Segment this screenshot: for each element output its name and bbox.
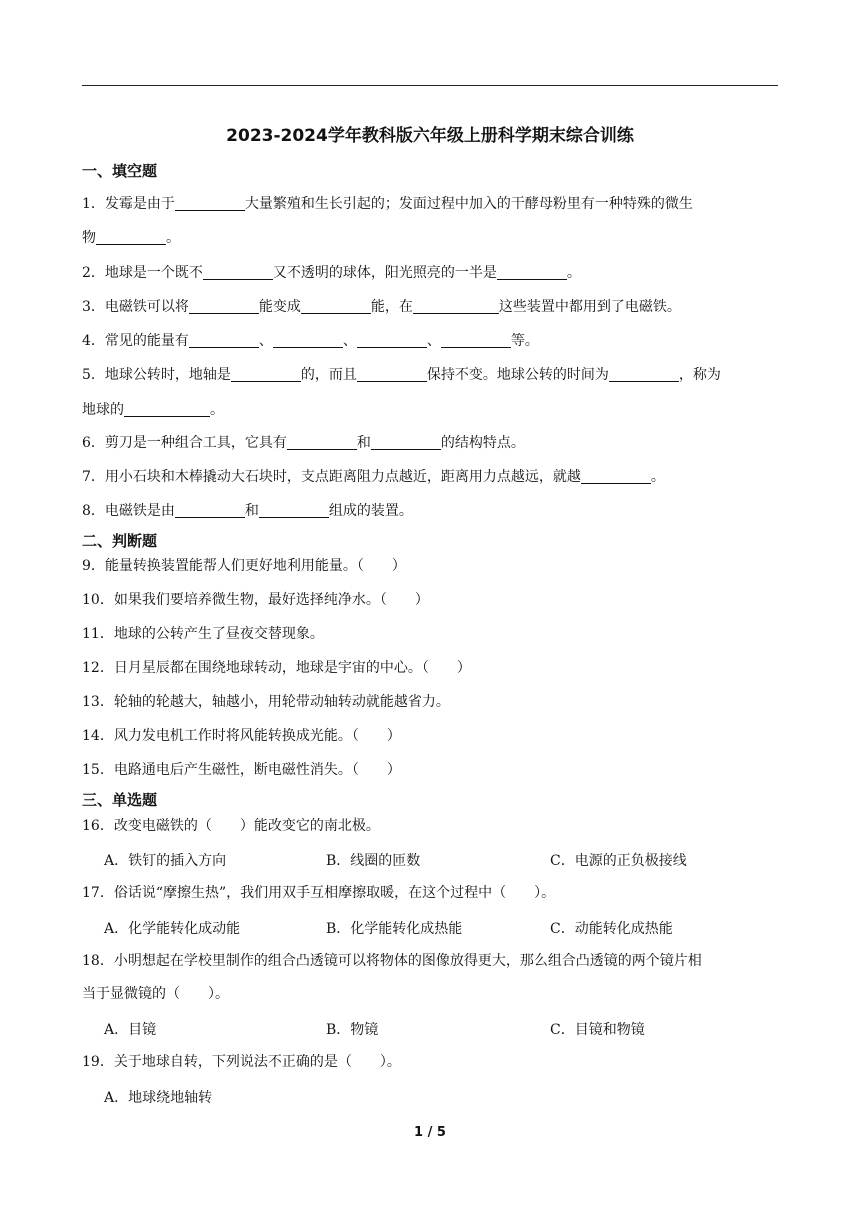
answer-blank[interactable] [609, 367, 679, 382]
option-c[interactable]: C．目镜和物镜 [550, 1022, 645, 1038]
question-9: 9．能量转换装置能帮人们更好地利用能量。（ ） [82, 558, 406, 574]
answer-blank[interactable] [259, 503, 329, 518]
answer-blank[interactable] [357, 333, 427, 348]
question-18-line-1: 18．小明想起在学校里制作的组合凸透镜可以将物体的图像放得更大，那么组合凸透镜的两个镜片相 [82, 953, 702, 969]
question-13: 13．轮轴的轮越大，轴越小，用轮带动轴转动就能越省力。 [82, 694, 450, 710]
page-number: 1 / 5 [414, 1125, 446, 1140]
question-1-line-1: 1．发霉是由于 大量繁殖和生长引起的；发面过程中加入的干酵母粉里有一种特殊的微生 [82, 196, 693, 212]
option-a[interactable]: A．地球绕地轴转 [104, 1090, 213, 1106]
answer-blank[interactable] [357, 367, 427, 382]
header-rule [82, 85, 778, 86]
question-6: 6．剪刀是一种组合工具，它具有 和 的结构特点。 [82, 435, 525, 451]
answer-blank[interactable] [203, 265, 273, 280]
answer-blank[interactable] [175, 503, 245, 518]
question-5-line-2: 地球的 。 [82, 402, 224, 418]
option-b[interactable]: B．化学能转化成热能 [326, 921, 463, 937]
question-3: 3．电磁铁可以将 能变成 能，在 这些装置中都用到了电磁铁。 [82, 299, 681, 315]
option-a[interactable]: A．目镜 [104, 1022, 157, 1038]
answer-blank[interactable] [96, 230, 166, 245]
question-11: 11．地球的公转产生了昼夜交替现象。 [82, 626, 324, 642]
answer-blank[interactable] [301, 299, 371, 314]
question-12: 12．日月星辰都在围绕地球转动，地球是宇宙的中心。（ ） [82, 660, 471, 676]
answer-blank[interactable] [287, 435, 357, 450]
question-1-line-2: 物 。 [82, 230, 180, 246]
answer-blank[interactable] [231, 367, 301, 382]
answer-blank[interactable] [175, 196, 245, 211]
answer-blank[interactable] [413, 299, 499, 314]
section-fill-in: 一、填空题 [82, 162, 158, 180]
answer-blank[interactable] [581, 469, 651, 484]
answer-blank[interactable] [124, 402, 210, 417]
question-10: 10．如果我们要培养微生物，最好选择纯净水。（ ） [82, 592, 429, 608]
question-16: 16．改变电磁铁的（ ）能改变它的南北极。 [82, 818, 380, 834]
page-title: 2023-2024学年教科版六年级上册科学期末综合训练 [226, 126, 634, 146]
answer-blank[interactable] [441, 333, 511, 348]
option-b[interactable]: B．物镜 [326, 1022, 379, 1038]
question-15: 15．电路通电后产生磁性，断电磁性消失。（ ） [82, 762, 401, 778]
answer-blank[interactable] [273, 333, 343, 348]
question-14: 14．风力发电机工作时将风能转换成光能。（ ） [82, 728, 401, 744]
section-single-choice: 三、单选题 [82, 791, 158, 809]
question-2: 2．地球是一个既不 又不透明的球体，阳光照亮的一半是 。 [82, 265, 581, 281]
option-a[interactable]: A．铁钉的插入方向 [104, 853, 227, 869]
section-true-false: 二、判断题 [82, 532, 158, 550]
question-8: 8．电磁铁是由 和 组成的装置。 [82, 503, 413, 519]
answer-blank[interactable] [371, 435, 441, 450]
question-5-line-1: 5．地球公转时，地轴是 的，而且 保持不变。地球公转的时间为 ，称为 [82, 367, 721, 383]
answer-blank[interactable] [189, 299, 259, 314]
question-7: 7．用小石块和木棒撬动大石块时，支点距离阻力点越近，距离用力点越远，就越 。 [82, 469, 665, 485]
question-18-line-2: 当于显微镜的（ ）。 [82, 986, 229, 1002]
question-17: 17．俗话说“摩擦生热”，我们用双手互相摩擦取暖，在这个过程中（ ）。 [82, 885, 556, 901]
answer-blank[interactable] [189, 333, 259, 348]
question-4: 4．常见的能量有 、 、 、 等。 [82, 333, 539, 349]
option-c[interactable]: C．电源的正负极接线 [550, 853, 687, 869]
answer-blank[interactable] [497, 265, 567, 280]
option-c[interactable]: C．动能转化成热能 [550, 921, 673, 937]
question-19: 19．关于地球自转，下列说法不正确的是（ ）。 [82, 1054, 401, 1070]
option-a[interactable]: A．化学能转化成动能 [104, 921, 241, 937]
option-b[interactable]: B．线圈的匝数 [326, 853, 421, 869]
